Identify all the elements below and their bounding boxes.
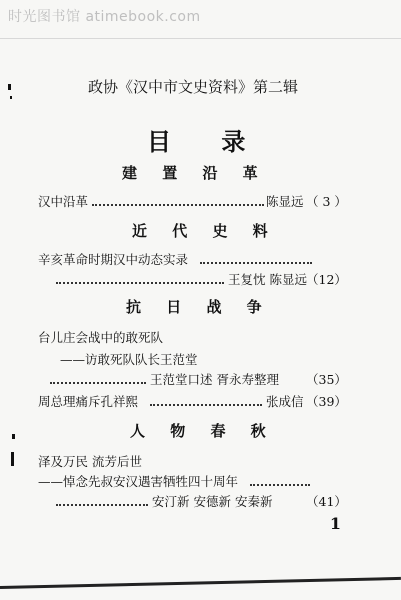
margin-mark [12, 434, 15, 439]
entry-page: （39） [306, 394, 347, 409]
entry-author: 安汀新 安德新 安秦新 [152, 494, 273, 509]
entry-title: 汉中沿革 [38, 194, 89, 209]
entry-author: 陈显远 [266, 194, 304, 209]
entry-page: （41） [306, 494, 347, 509]
margin-mark [11, 452, 14, 466]
document-header: 政协《汉中市文史资料》第二辑 [88, 78, 299, 96]
watermark: 时光图书馆 atimebook.com [8, 9, 201, 25]
entry-page: （ 3 ） [306, 194, 347, 209]
entry-author: 王范堂口述 胥永寿整理 [150, 372, 279, 387]
leader-dots [92, 204, 264, 206]
section-heading-biographies: 人 物 春 秋 [130, 422, 266, 440]
section-heading-war-of-resistance: 抗 日 战 争 [126, 298, 262, 316]
entry-author: 王复忱 陈显远 [228, 272, 307, 287]
entry-page: （35） [306, 372, 347, 387]
leader-dots [250, 484, 310, 486]
leader-dots [200, 262, 312, 264]
entry-title: 台儿庄会战中的敢死队 [38, 330, 164, 345]
leader-dots [56, 282, 224, 284]
entry-author: 张成信 [266, 394, 304, 409]
scan-edge-top [0, 38, 401, 39]
entry-title: 辛亥革命时期汉中动态实录 [38, 252, 189, 267]
page-number: 1 [329, 514, 341, 533]
section-heading-modern-history: 近 代 史 料 [132, 222, 268, 240]
section-heading-establishment: 建 置 沿 革 [122, 164, 258, 182]
entry-subtitle: ——访敢死队队长王范堂 [60, 352, 198, 367]
entry-title: 周总理痛斥孔祥熙 [38, 394, 139, 409]
page-title: 目 录 [147, 127, 248, 156]
margin-mark [10, 96, 12, 99]
scan-edge-bottom [0, 577, 401, 589]
leader-dots [50, 382, 146, 384]
entry-title: 泽及万民 流芳后世 [38, 454, 142, 469]
margin-mark [8, 84, 11, 90]
entry-subtitle: ——悼念先叔安汉遇害牺牲四十周年 [38, 474, 239, 489]
entry-page: （12） [306, 272, 347, 287]
leader-dots [150, 404, 262, 406]
leader-dots [56, 504, 148, 506]
